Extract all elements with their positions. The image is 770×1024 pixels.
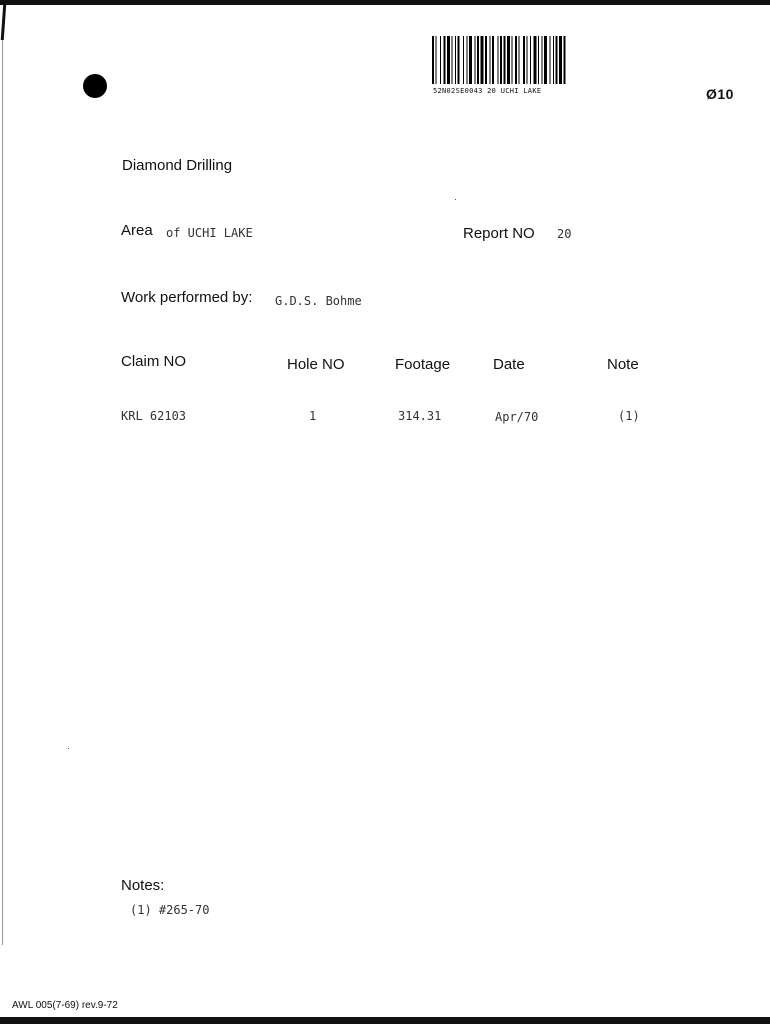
report-value: 20	[557, 227, 572, 241]
form-footer: AWL 005(7-69) rev.9-72	[12, 1000, 118, 1011]
document-title: Diamond Drilling	[122, 157, 233, 174]
scan-bottom-edge	[0, 1017, 770, 1024]
header-note: Note	[607, 356, 639, 373]
note-item: (1) #265-70	[130, 903, 210, 917]
cell-footage: 314.31	[398, 409, 442, 423]
area-value: of UCHI LAKE	[166, 226, 253, 240]
header-date: Date	[493, 356, 525, 373]
notes-label: Notes:	[121, 877, 165, 894]
punch-hole	[83, 74, 107, 98]
page-id: Ø10	[706, 86, 734, 102]
work-value: G.D.S. Bohme	[275, 294, 362, 308]
barcode	[432, 36, 650, 84]
header-hole: Hole NO	[287, 356, 345, 373]
scan-left-border	[2, 40, 3, 945]
header-footage: Footage	[395, 356, 451, 373]
cell-claim: KRL 62103	[121, 409, 187, 423]
header-claim: Claim NO	[121, 353, 187, 370]
scan-speck	[455, 199, 456, 200]
report-label: Report NO	[463, 225, 535, 242]
cell-hole: 1	[309, 409, 317, 423]
area-label: Area	[121, 222, 153, 239]
scan-top-edge	[0, 0, 770, 5]
barcode-caption: 52N02SE0043 20 UCHI LAKE	[433, 87, 542, 95]
cell-note: (1)	[618, 409, 640, 423]
scan-left-mark	[1, 4, 7, 40]
cell-date: Apr/70	[495, 410, 539, 424]
scan-speck	[68, 748, 69, 749]
work-label: Work performed by:	[121, 289, 253, 306]
